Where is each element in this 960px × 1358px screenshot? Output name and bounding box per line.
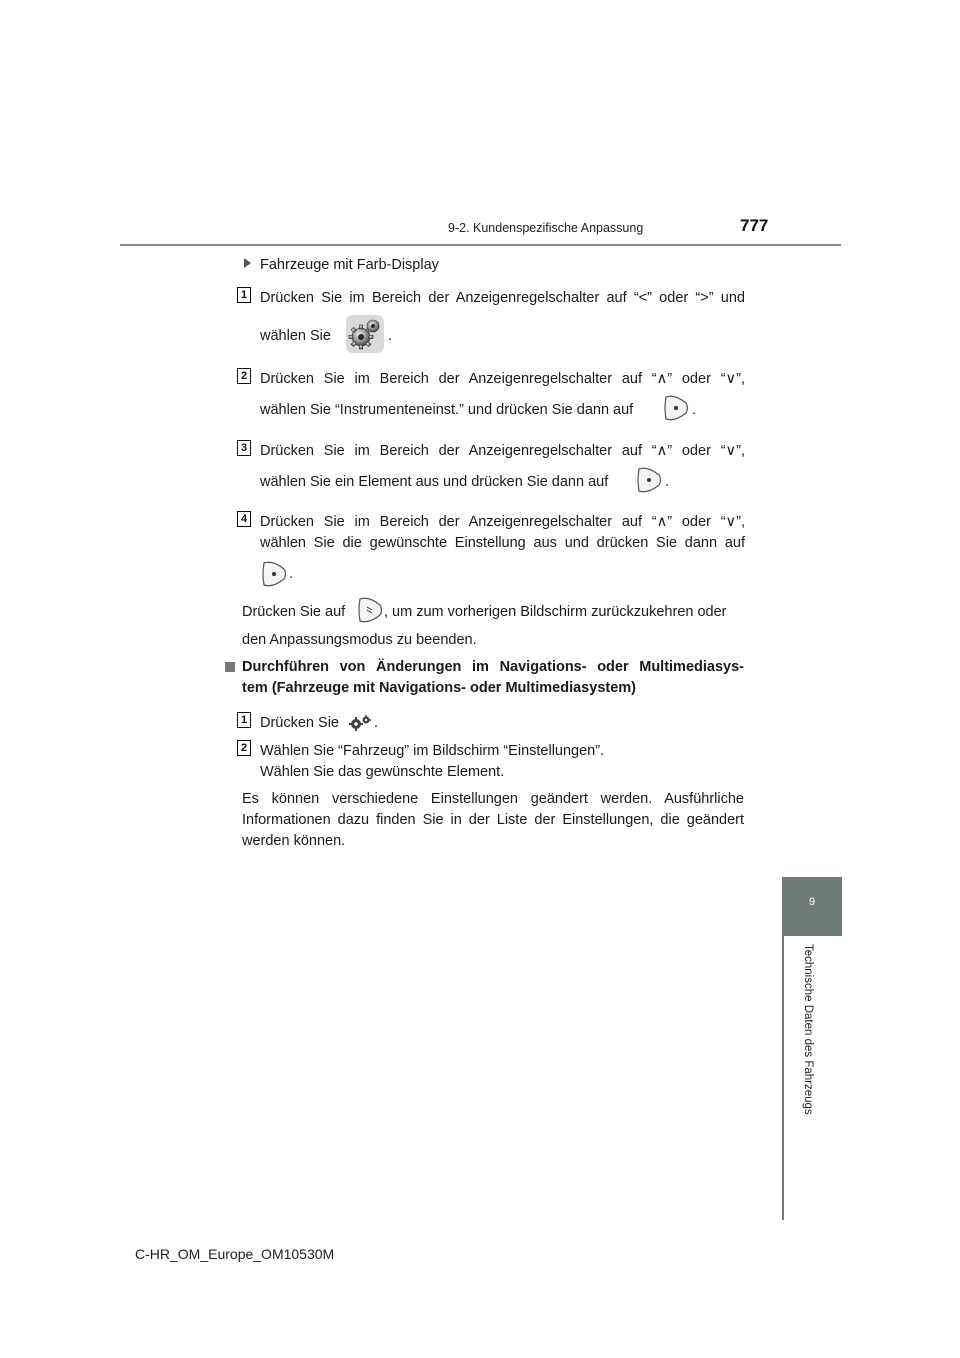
intro-heading: Fahrzeuge mit Farb-Display xyxy=(260,257,439,273)
step-badge-2: 2 xyxy=(237,368,251,384)
page-number: 777 xyxy=(740,216,769,235)
nav-step-2-line-2: Wählen Sie das gewünschte Element. xyxy=(260,764,505,780)
step-1-line-2: wählen Sie xyxy=(260,328,331,344)
nav-section-title-line-1: Durchführen von Änderungen im Navigations- oder Multimediasys- xyxy=(242,659,744,675)
closing-line-1: Es können verschiedene Einstellungen geändert werden. Ausführliche xyxy=(242,791,744,807)
step-2-period: . xyxy=(692,402,697,418)
settings-gear-icon xyxy=(346,315,384,353)
triangle-bullet-icon xyxy=(244,258,251,268)
closing-line-2: Informationen dazu finden Sie in der Liste der Einstellungen, die geändert xyxy=(242,812,744,828)
step-3-line-2: wählen Sie ein Element aus und drücken Sie dann auf xyxy=(260,474,609,490)
step-3-period: . xyxy=(665,474,670,490)
settings-gear-icon xyxy=(348,714,372,732)
nav-step-2-line-1: Wählen Sie “Fahrzeug” im Bildschirm “Einstellungen”. xyxy=(260,743,605,759)
chapter-number: 9 xyxy=(808,896,816,908)
section-title: 9-2. Kundenspezifische Anpassung xyxy=(448,221,644,235)
back-button-icon xyxy=(354,595,384,625)
step-badge-3: 3 xyxy=(237,440,251,456)
document-code: C-HR_OM_Europe_OM10530M xyxy=(135,1246,335,1262)
square-bullet-icon xyxy=(225,662,235,672)
nav-section-title-line-2: tem (Fahrzeuge mit Navigations- oder Multimediasystem) xyxy=(242,680,636,696)
step-4-period: . xyxy=(289,566,294,582)
nav-step-1-period: . xyxy=(374,715,379,731)
back-note-start: Drücken Sie auf xyxy=(242,604,346,620)
header-divider xyxy=(120,244,841,246)
nav-step-badge-2: 2 xyxy=(237,740,251,756)
step-4-line-2: wählen Sie die gewünschte Einstellung aus und drücken Sie dann auf xyxy=(260,535,745,551)
step-1-line-1: Drücken Sie im Bereich der Anzeigenregelschalter auf “<” oder “>” und xyxy=(260,290,745,306)
back-note-end: , um zum vorherigen Bildschirm zurückzukehren oder xyxy=(384,604,727,620)
nav-step-1-text: Drücken Sie xyxy=(260,715,339,731)
ok-button-icon xyxy=(660,393,690,423)
step-2-line-1: Drücken Sie im Bereich der Anzeigenregelschalter auf “∧” oder “∨”, xyxy=(260,371,745,387)
ok-button-icon xyxy=(633,465,663,495)
chapter-tab-line xyxy=(782,936,784,1220)
closing-line-3: werden können. xyxy=(242,833,346,849)
step-2-line-2: wählen Sie “Instrumenteneinst.” und drücken Sie dann auf xyxy=(260,402,634,418)
step-badge-4: 4 xyxy=(237,511,251,527)
step-badge-1: 1 xyxy=(237,287,251,303)
chapter-label: Technische Daten des Fahrzeugs xyxy=(802,944,814,1115)
step-1-period: . xyxy=(388,328,393,344)
nav-step-badge-1: 1 xyxy=(237,712,251,728)
step-3-line-1: Drücken Sie im Bereich der Anzeigenregelschalter auf “∧” oder “∨”, xyxy=(260,443,745,459)
step-4-line-1: Drücken Sie im Bereich der Anzeigenregelschalter auf “∧” oder “∨”, xyxy=(260,514,745,530)
back-note-line-2: den Anpassungsmodus zu beenden. xyxy=(242,632,477,648)
ok-button-icon xyxy=(258,559,288,589)
